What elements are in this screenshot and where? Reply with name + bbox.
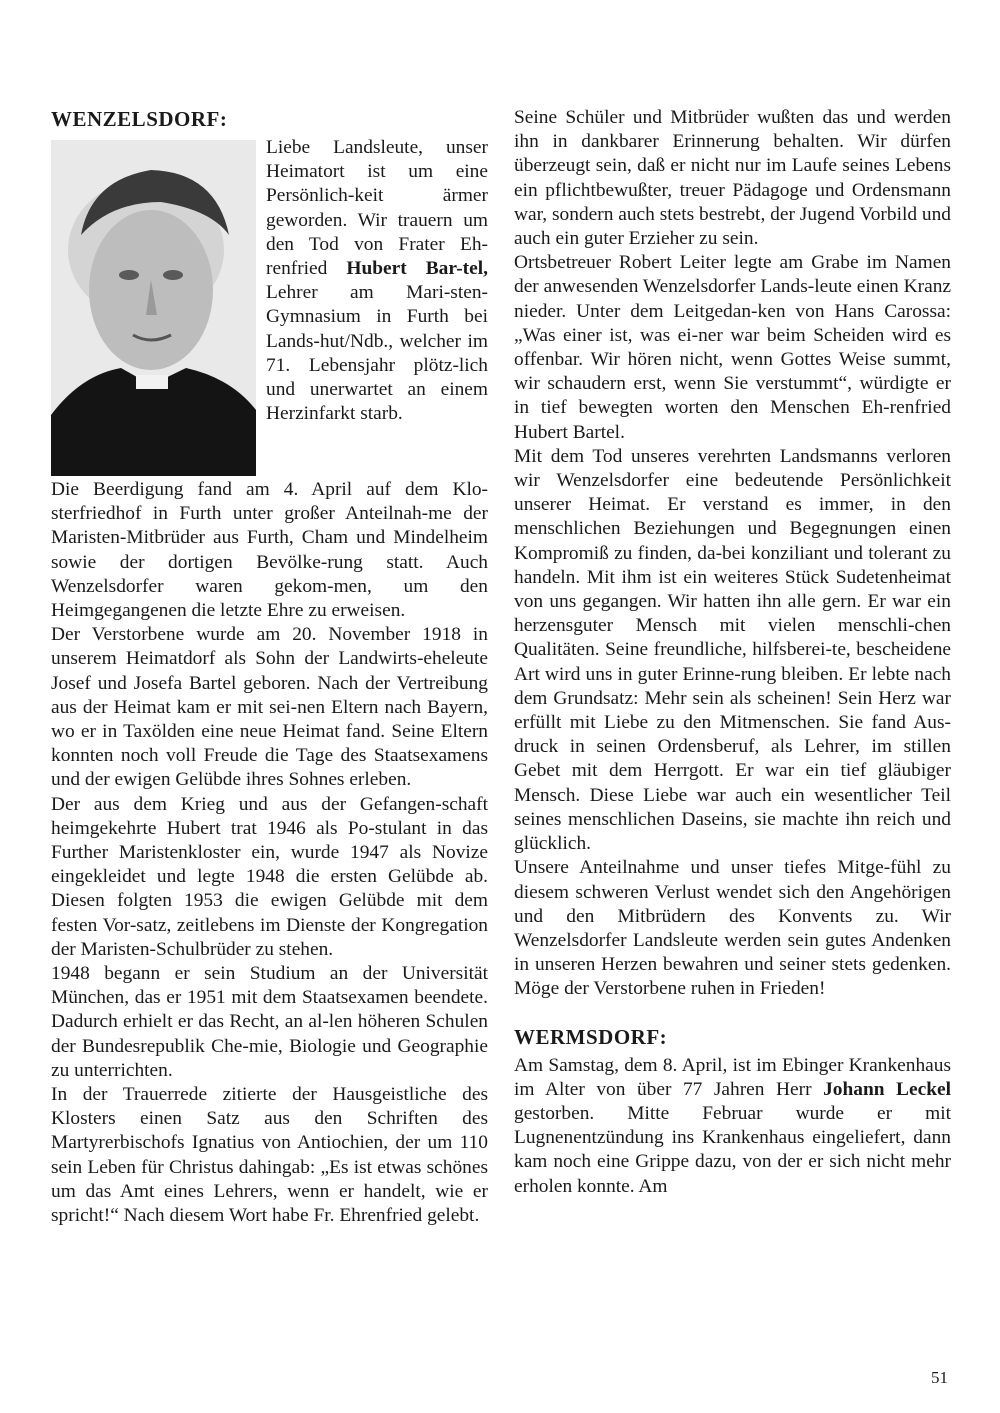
wermsdorf-text-2: gestorben. Mitte Februar wurde er mit Lugnenentzündung ins Krankenhaus eingeliefert, dann kam noch eine Grippe dazu, von der er sich nicht mehr erholen konnte. Am xyxy=(514,1102,951,1197)
paragraph-tribute: Mit dem Tod unseres verehrten Landsmanns verloren wir Wenzelsdorfer eine bedeutende Persönlichkeit unserer Heimat. Er verstand es immer, in den menschlichen Beziehungen und Begegnungen einen Kompromiß zu finden, da-bei konziliant und tolerant zu handeln. Mit ihm ist ein weiteres Stück Sudetenheimat von uns gegangen. Wir hatten ihn alle gern. Er war ein herzensguter Mensch mit vielen menschli-chen Qualitäten. Seine freundliche, hilfsberei-te, bescheidene Art wird uns in guter Erinne-rung bleiben. Er lebte nach dem Grundsatz: Mehr sein als scheinen! Sein Herz war erfüllt mit Liebe zu den Mitmenschen. Sie fand Aus-druck in seinen Ordensberuf, als Lehrer, im stillen Gebet mit dem Herrgott. Er war ein tief gläubiger Mensch. Diese Liebe war auch ein wesentlicher Teil seines menschlichen Daseins, sie machte ihn reich und glücklich. xyxy=(514,445,951,855)
right-column xyxy=(514,106,951,1199)
wermsdorf-text-1: Am Samstag, dem 8. April, ist im Ebinger Krankenhaus im Alter von über 77 Jahren Herr xyxy=(514,1054,951,1100)
paragraph-students: Seine Schüler und Mitbrüder wußten das und werden ihn in dankbarer Erinnerung behalten. Wir dürfen überzeugt sein, daß er nicht nur im Laufe seines Lebens ein pflichtbewußter, treuer Pädagoge und Ordensmann war, sondern auch stets bestrebt, der Jugend Vorbild und auch ein guter Erzieher zu sein. xyxy=(514,107,951,250)
left-column xyxy=(51,106,488,1228)
portrait-image xyxy=(51,140,256,476)
paragraph-funeral: Die Beerdigung fand am 4. April auf dem Klo-sterfriedhof in Furth unter großer Anteilnah-me der Maristen-Mitbrüder aus Furth, Cham und Mindelheim sowie der dortigen Bevölke-rung statt. Auch Wenzelsdorfer waren gekom-men, um den Heimgegangenen die letzte Ehre zu erweisen. xyxy=(51,479,488,622)
paragraph-wermsdorf xyxy=(514,1054,951,1199)
heading-wermsdorf: WERMSDORF: xyxy=(514,1024,668,1049)
paragraph-monastery: Der aus dem Krieg und aus der Gefangen-schaft heimgekehrte Hubert trat 1946 als Po-stulant in das Further Maristenkloster ein, wurde 1947 als Novize eingekleidet und legte 1948 die ersten Gelübde ab. Diesen folgten 1953 die ewigen Gelübde mit dem festen Vor-satz, zeitlebens im Dienste der Kongregation der Maristen-Schulbrüder zu stehen. xyxy=(51,793,488,960)
paragraph-birth: Der Verstorbene wurde am 20. November 1918 in unserem Heimatdorf als Sohn der Landwirts-eheleute Josef und Josefa Bartel geboren. Nach der Vertreibung aus der Heimat kam er mit sei-nen Eltern nach Bayern, wo er in Taxölden eine neue Heimat fand. Seine Eltern konnten noch voll Freude die Tage des Staatsexamens und der ewigen Gelübde ihres Sohnes erleben. xyxy=(51,624,488,791)
page-number: 51 xyxy=(931,1368,948,1387)
paragraph-wreath: Ortsbetreuer Robert Leiter legte am Grabe im Namen der anwesenden Wenzelsdorfer Lands-leute einen Kranz nieder. Unter dem Leitgedan-ken von Hans Carossa: „Was einer ist, was ei-ner war beim Scheiden wird es offenbar. Wir hören nicht, wenn Gottes Weise summt, wir schaudern erst, wenn Sie verstummt“, würdigte er in tief bewegten worten den Menschen Eh-renfried Hubert Bartel. xyxy=(514,252,951,443)
deceased-name: Hubert Bar-tel, xyxy=(346,258,488,280)
leckel-name: Johann Leckel xyxy=(823,1078,951,1100)
heading-wenzelsdorf: WENZELSDORF: xyxy=(51,107,228,131)
intro-text-2: Lehrer am Mari-sten-Gymnasium in Furth bei Lands-hut/Ndb., welcher im 71. Lebensjahr plötz-lich und unerwartet an einem Herzinfarkt starb. xyxy=(266,282,488,425)
paragraph-condolence: Unsere Anteilnahme und unser tiefes Mitge-fühl zu diesem schweren Verlust wendet sich den Angehörigen und den Mitbrüdern des Konvents zu. Wir Wenzelsdorfer Landsleute werden sein gutes Andenken in unseren Herzen bewahren und seiner stets gedenken. Möge der Verstorbene ruhen in Frieden! xyxy=(514,857,951,1000)
paragraph-eulogy: In der Trauerrede zitierte der Hausgeistliche des Klosters einen Satz aus den Schriften des Martyrerbischofs Ignatius von Antiochien, der um 110 sein Leben für Christus dahingab: „Es ist etwas schönes um das Amt eines Lehrers, wenn er handelt, wie er spricht!“ Nach diesem Wort habe Fr. Ehrenfried gelebt. xyxy=(51,1084,488,1227)
portrait-photo xyxy=(51,140,256,476)
intro-text-1: Liebe Landsleute, unser Heimatort ist um eine Persönlich-keit ärmer geworden. Wir trauern um den Tod von Frater Eh-renfried xyxy=(266,137,488,280)
paragraph-studies: 1948 begann er sein Studium an der Universität München, das er 1951 mit dem Staatsexamen beendete. Dadurch erhielt er das Recht, an al-len höheren Schulen der Bundesrepublik Che-mie, Biologie und Geographie zu unterrichten. xyxy=(51,963,488,1081)
